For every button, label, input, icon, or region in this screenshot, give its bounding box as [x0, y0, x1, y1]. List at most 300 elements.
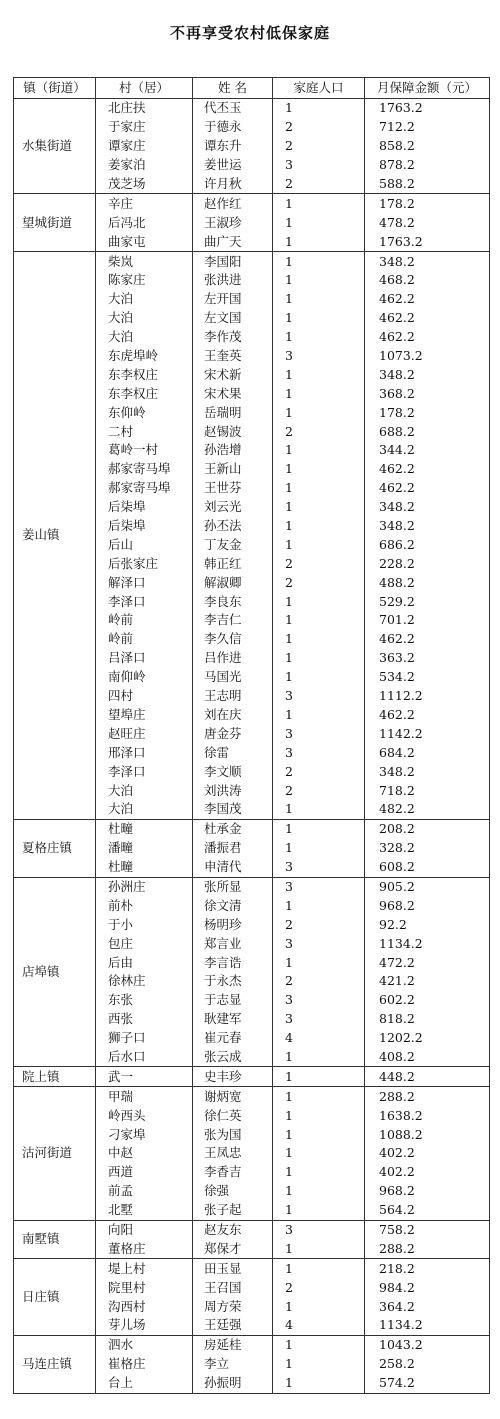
- family-size-cell: 1: [273, 592, 365, 611]
- village-cell: 曲家屯: [96, 232, 193, 251]
- amount-cell: 588.2: [365, 175, 490, 194]
- header-town: 镇（街道）: [14, 78, 96, 99]
- name-cell: 谭东升: [193, 137, 273, 156]
- amount-cell: 1073.2: [365, 347, 490, 366]
- name-cell: 于志显: [193, 991, 273, 1010]
- family-size-cell: 3: [273, 724, 365, 743]
- village-cell: 郝家寄马埠: [96, 479, 193, 498]
- amount-cell: 529.2: [365, 592, 490, 611]
- town-cell: 日庄镇: [14, 1259, 96, 1336]
- village-cell: 二村: [96, 422, 193, 441]
- family-size-cell: 1: [273, 1048, 365, 1067]
- family-size-cell: 2: [273, 175, 365, 194]
- village-cell: 西张: [96, 1010, 193, 1029]
- village-cell: 望埠庄: [96, 706, 193, 725]
- town-cell: 夏格庄镇: [14, 819, 96, 877]
- name-cell: 唐金芬: [193, 724, 273, 743]
- family-size-cell: 1: [273, 441, 365, 460]
- family-size-cell: 2: [273, 137, 365, 156]
- amount-cell: 472.2: [365, 953, 490, 972]
- village-cell: 潘疃: [96, 839, 193, 858]
- family-size-cell: 3: [273, 156, 365, 175]
- family-size-cell: 2: [273, 762, 365, 781]
- table-row: [14, 1259, 490, 1278]
- family-size-cell: 1: [273, 1335, 365, 1354]
- name-cell: 谢炳宽: [193, 1087, 273, 1106]
- amount-cell: 684.2: [365, 743, 490, 762]
- amount-cell: 878.2: [365, 156, 490, 175]
- family-size-cell: 3: [273, 1220, 365, 1239]
- village-cell: 茂芝场: [96, 175, 193, 194]
- amount-cell: 462.2: [365, 290, 490, 309]
- village-cell: 前朴: [96, 896, 193, 915]
- name-cell: 王凤忠: [193, 1144, 273, 1163]
- family-size-cell: 1: [273, 668, 365, 687]
- family-size-cell: 1: [273, 1201, 365, 1220]
- name-cell: 房延桂: [193, 1335, 273, 1354]
- name-cell: 吕作进: [193, 649, 273, 668]
- amount-cell: 363.2: [365, 649, 490, 668]
- town-cell: 院上镇: [14, 1067, 96, 1087]
- name-cell: 刘洪涛: [193, 781, 273, 800]
- amount-cell: 686.2: [365, 535, 490, 554]
- amount-cell: 1142.2: [365, 724, 490, 743]
- village-cell: 岭西头: [96, 1106, 193, 1125]
- name-cell: 赵作红: [193, 194, 273, 213]
- village-cell: 赵旺庄: [96, 724, 193, 743]
- name-cell: 李言诰: [193, 953, 273, 972]
- village-cell: 甲瑞: [96, 1087, 193, 1106]
- family-size-cell: 1: [273, 953, 365, 972]
- name-cell: 史丰珍: [193, 1067, 273, 1087]
- name-cell: 代丕玉: [193, 99, 273, 118]
- town-cell: 店埠镇: [14, 877, 96, 1067]
- family-size-cell: 1: [273, 365, 365, 384]
- amount-cell: 1638.2: [365, 1106, 490, 1125]
- village-cell: 武一: [96, 1067, 193, 1087]
- name-cell: 周方荣: [193, 1297, 273, 1316]
- name-cell: 王召国: [193, 1278, 273, 1297]
- name-cell: 田玉显: [193, 1259, 273, 1278]
- name-cell: 耿建军: [193, 1010, 273, 1029]
- name-cell: 许月秋: [193, 175, 273, 194]
- village-cell: 大泊: [96, 800, 193, 819]
- table-row: [14, 252, 490, 271]
- family-size-cell: 3: [273, 991, 365, 1010]
- amount-cell: 488.2: [365, 573, 490, 592]
- family-size-cell: 3: [273, 858, 365, 877]
- family-size-cell: 1: [273, 896, 365, 915]
- village-cell: 包庄: [96, 934, 193, 953]
- village-cell: 大泊: [96, 781, 193, 800]
- name-cell: 姜世运: [193, 156, 273, 175]
- family-size-cell: 1: [273, 819, 365, 838]
- family-size-cell: 1: [273, 498, 365, 517]
- family-size-cell: 2: [273, 118, 365, 137]
- amount-cell: 602.2: [365, 991, 490, 1010]
- table-row: [14, 1335, 490, 1354]
- village-cell: 向阳: [96, 1220, 193, 1239]
- name-cell: 韩正红: [193, 554, 273, 573]
- subsistence-table: [13, 77, 490, 1394]
- town-cell: 水集街道: [14, 99, 96, 194]
- name-cell: 李立: [193, 1355, 273, 1374]
- family-size-cell: 2: [273, 1278, 365, 1297]
- village-cell: 大泊: [96, 309, 193, 328]
- amount-cell: 462.2: [365, 479, 490, 498]
- family-size-cell: 1: [273, 1297, 365, 1316]
- name-cell: 左文国: [193, 309, 273, 328]
- family-size-cell: 1: [273, 384, 365, 403]
- village-cell: 沟西村: [96, 1297, 193, 1316]
- name-cell: 崔元春: [193, 1029, 273, 1048]
- family-size-cell: 1: [273, 517, 365, 536]
- amount-cell: 348.2: [365, 517, 490, 536]
- amount-cell: 462.2: [365, 309, 490, 328]
- amount-cell: 462.2: [365, 630, 490, 649]
- name-cell: 杨明珍: [193, 915, 273, 934]
- name-cell: 李作茂: [193, 328, 273, 347]
- name-cell: 孙浩增: [193, 441, 273, 460]
- village-cell: 中赵: [96, 1144, 193, 1163]
- amount-cell: 608.2: [365, 858, 490, 877]
- village-cell: 陈家庄: [96, 271, 193, 290]
- name-cell: 曲广天: [193, 232, 273, 251]
- village-cell: 孙洲庄: [96, 877, 193, 896]
- family-size-cell: 1: [273, 1106, 365, 1125]
- page-title: 不再享受农村低保家庭: [169, 24, 330, 42]
- amount-cell: 348.2: [365, 762, 490, 781]
- name-cell: 张所显: [193, 877, 273, 896]
- name-cell: 王志明: [193, 687, 273, 706]
- table-row: [14, 1220, 490, 1239]
- name-cell: 张云成: [193, 1048, 273, 1067]
- amount-cell: 1763.2: [365, 232, 490, 251]
- village-cell: 辛庄: [96, 194, 193, 213]
- name-cell: 郑保才: [193, 1239, 273, 1258]
- name-cell: 申清代: [193, 858, 273, 877]
- village-cell: 葛岭一村: [96, 441, 193, 460]
- name-cell: 宋术果: [193, 384, 273, 403]
- amount-cell: 92.2: [365, 915, 490, 934]
- family-size-cell: 4: [273, 1316, 365, 1335]
- name-cell: 李国阳: [193, 252, 273, 271]
- village-cell: 柴岚: [96, 252, 193, 271]
- family-size-cell: 2: [273, 554, 365, 573]
- name-cell: 张为国: [193, 1125, 273, 1144]
- village-cell: 东李权庄: [96, 384, 193, 403]
- name-cell: 张子起: [193, 1201, 273, 1220]
- village-cell: 李泽口: [96, 762, 193, 781]
- amount-cell: 1202.2: [365, 1029, 490, 1048]
- village-cell: 后柒埠: [96, 498, 193, 517]
- name-cell: 孙丕法: [193, 517, 273, 536]
- family-size-cell: 3: [273, 687, 365, 706]
- village-cell: 后水口: [96, 1048, 193, 1067]
- amount-cell: 478.2: [365, 213, 490, 232]
- family-size-cell: 3: [273, 347, 365, 366]
- family-size-cell: 1: [273, 1355, 365, 1374]
- village-cell: 吕泽口: [96, 649, 193, 668]
- name-cell: 李吉仁: [193, 611, 273, 630]
- village-cell: 徐林庄: [96, 972, 193, 991]
- village-cell: 北庄扶: [96, 99, 193, 118]
- amount-cell: 462.2: [365, 706, 490, 725]
- family-size-cell: 1: [273, 1239, 365, 1258]
- amount-cell: 364.2: [365, 1297, 490, 1316]
- village-cell: 崔格庄: [96, 1355, 193, 1374]
- village-cell: 芽儿场: [96, 1316, 193, 1335]
- village-cell: 后张家庄: [96, 554, 193, 573]
- family-size-cell: 2: [273, 781, 365, 800]
- name-cell: 宋术新: [193, 365, 273, 384]
- town-cell: 望城街道: [14, 194, 96, 252]
- amount-cell: 228.2: [365, 554, 490, 573]
- village-cell: 东张: [96, 991, 193, 1010]
- village-cell: 岭前: [96, 611, 193, 630]
- amount-cell: 482.2: [365, 800, 490, 819]
- amount-cell: 968.2: [365, 896, 490, 915]
- village-cell: 院里村: [96, 1278, 193, 1297]
- village-cell: 大泊: [96, 328, 193, 347]
- name-cell: 解淑卿: [193, 573, 273, 592]
- amount-cell: 258.2: [365, 1355, 490, 1374]
- name-cell: 于德永: [193, 118, 273, 137]
- family-size-cell: 1: [273, 479, 365, 498]
- village-cell: 北墅: [96, 1201, 193, 1220]
- header-monthly-amount: 月保障金额（元）: [365, 78, 490, 99]
- family-size-cell: 2: [273, 915, 365, 934]
- name-cell: 王奎英: [193, 347, 273, 366]
- amount-cell: 402.2: [365, 1163, 490, 1182]
- amount-cell: 344.2: [365, 441, 490, 460]
- family-size-cell: 2: [273, 972, 365, 991]
- amount-cell: 905.2: [365, 877, 490, 896]
- village-cell: 狮子口: [96, 1029, 193, 1048]
- name-cell: 李文顺: [193, 762, 273, 781]
- village-cell: 后山: [96, 535, 193, 554]
- name-cell: 徐仁英: [193, 1106, 273, 1125]
- amount-cell: 1134.2: [365, 934, 490, 953]
- amount-cell: 701.2: [365, 611, 490, 630]
- name-cell: 孙振明: [193, 1374, 273, 1393]
- family-size-cell: 1: [273, 309, 365, 328]
- name-cell: 马国光: [193, 668, 273, 687]
- name-cell: 刘在庆: [193, 706, 273, 725]
- name-cell: 徐强: [193, 1182, 273, 1201]
- family-size-cell: 1: [273, 839, 365, 858]
- family-size-cell: 1: [273, 1067, 365, 1087]
- family-size-cell: 1: [273, 232, 365, 251]
- village-cell: 南仰岭: [96, 668, 193, 687]
- amount-cell: 468.2: [365, 271, 490, 290]
- table-row: [14, 1067, 490, 1087]
- table-row: [14, 99, 490, 118]
- village-cell: 杜疃: [96, 858, 193, 877]
- amount-cell: 328.2: [365, 839, 490, 858]
- amount-cell: 1088.2: [365, 1125, 490, 1144]
- family-size-cell: 1: [273, 535, 365, 554]
- village-cell: 后冯北: [96, 213, 193, 232]
- name-cell: 赵锡波: [193, 422, 273, 441]
- family-size-cell: 1: [273, 1182, 365, 1201]
- amount-cell: 288.2: [365, 1087, 490, 1106]
- amount-cell: 288.2: [365, 1239, 490, 1258]
- village-cell: 于家庄: [96, 118, 193, 137]
- name-cell: 刘云光: [193, 498, 273, 517]
- family-size-cell: 1: [273, 1163, 365, 1182]
- amount-cell: 1134.2: [365, 1316, 490, 1335]
- amount-cell: 534.2: [365, 668, 490, 687]
- family-size-cell: 3: [273, 743, 365, 762]
- village-cell: 谭家庄: [96, 137, 193, 156]
- table-row: [14, 194, 490, 213]
- amount-cell: 564.2: [365, 1201, 490, 1220]
- amount-cell: 462.2: [365, 328, 490, 347]
- family-size-cell: 2: [273, 422, 365, 441]
- family-size-cell: 1: [273, 649, 365, 668]
- village-cell: 邢泽口: [96, 743, 193, 762]
- name-cell: 丁友金: [193, 535, 273, 554]
- town-cell: 沽河街道: [14, 1087, 96, 1220]
- family-size-cell: 1: [273, 194, 365, 213]
- town-cell: 姜山镇: [14, 252, 96, 820]
- village-cell: 岭前: [96, 630, 193, 649]
- name-cell: 王世芬: [193, 479, 273, 498]
- family-size-cell: 1: [273, 213, 365, 232]
- name-cell: 于永杰: [193, 972, 273, 991]
- amount-cell: 574.2: [365, 1374, 490, 1393]
- name-cell: 岳瑞明: [193, 403, 273, 422]
- amount-cell: 348.2: [365, 252, 490, 271]
- table-row: [14, 1087, 490, 1106]
- name-cell: 王廷强: [193, 1316, 273, 1335]
- village-cell: 刁家埠: [96, 1125, 193, 1144]
- amount-cell: 758.2: [365, 1220, 490, 1239]
- amount-cell: 208.2: [365, 819, 490, 838]
- village-cell: 泗水: [96, 1335, 193, 1354]
- header-family-size: 家庭人口: [273, 78, 365, 99]
- amount-cell: 462.2: [365, 460, 490, 479]
- village-cell: 东虎埠岭: [96, 347, 193, 366]
- amount-cell: 448.2: [365, 1067, 490, 1087]
- table-header-row: [14, 78, 490, 99]
- family-size-cell: 1: [273, 800, 365, 819]
- name-cell: 李良东: [193, 592, 273, 611]
- village-cell: 东李权庄: [96, 365, 193, 384]
- name-cell: 张洪进: [193, 271, 273, 290]
- amount-cell: 368.2: [365, 384, 490, 403]
- amount-cell: 818.2: [365, 1010, 490, 1029]
- family-size-cell: 1: [273, 611, 365, 630]
- village-cell: 后由: [96, 953, 193, 972]
- family-size-cell: 3: [273, 877, 365, 896]
- amount-cell: 421.2: [365, 972, 490, 991]
- village-cell: 于小: [96, 915, 193, 934]
- village-cell: 东仰岭: [96, 403, 193, 422]
- amount-cell: 1112.2: [365, 687, 490, 706]
- town-cell: 马连庄镇: [14, 1335, 96, 1393]
- name-cell: 李香吉: [193, 1163, 273, 1182]
- family-size-cell: 1: [273, 1144, 365, 1163]
- name-cell: 左开国: [193, 290, 273, 309]
- amount-cell: 178.2: [365, 403, 490, 422]
- table-body: [14, 99, 490, 1394]
- village-cell: 解泽口: [96, 573, 193, 592]
- name-cell: 王淑珍: [193, 213, 273, 232]
- family-size-cell: 1: [273, 252, 365, 271]
- amount-cell: 858.2: [365, 137, 490, 156]
- name-cell: 李久信: [193, 630, 273, 649]
- amount-cell: 218.2: [365, 1259, 490, 1278]
- name-cell: 杜承金: [193, 819, 273, 838]
- village-cell: 后柒埠: [96, 517, 193, 536]
- name-cell: 潘振君: [193, 839, 273, 858]
- village-cell: 堤上村: [96, 1259, 193, 1278]
- family-size-cell: 1: [273, 1259, 365, 1278]
- amount-cell: 1763.2: [365, 99, 490, 118]
- name-cell: 赵友东: [193, 1220, 273, 1239]
- name-cell: 王新山: [193, 460, 273, 479]
- name-cell: 徐文清: [193, 896, 273, 915]
- name-cell: 徐雷: [193, 743, 273, 762]
- family-size-cell: 2: [273, 573, 365, 592]
- family-size-cell: 3: [273, 1010, 365, 1029]
- family-size-cell: 1: [273, 328, 365, 347]
- amount-cell: 348.2: [365, 365, 490, 384]
- amount-cell: 718.2: [365, 781, 490, 800]
- village-cell: 郝家寄马埠: [96, 460, 193, 479]
- name-cell: 郑言业: [193, 934, 273, 953]
- header-village: 村（居）: [96, 78, 193, 99]
- village-cell: 前孟: [96, 1182, 193, 1201]
- amount-cell: 968.2: [365, 1182, 490, 1201]
- family-size-cell: 1: [273, 403, 365, 422]
- village-cell: 李泽口: [96, 592, 193, 611]
- family-size-cell: 1: [273, 1087, 365, 1106]
- table-row: [14, 877, 490, 896]
- family-size-cell: 1: [273, 290, 365, 309]
- village-cell: 台上: [96, 1374, 193, 1393]
- family-size-cell: 1: [273, 99, 365, 118]
- table-row: [14, 819, 490, 838]
- family-size-cell: 4: [273, 1029, 365, 1048]
- amount-cell: 688.2: [365, 422, 490, 441]
- family-size-cell: 1: [273, 1374, 365, 1393]
- family-size-cell: 1: [273, 630, 365, 649]
- amount-cell: 408.2: [365, 1048, 490, 1067]
- amount-cell: 348.2: [365, 498, 490, 517]
- header-name: 姓 名: [193, 78, 273, 99]
- village-cell: 董格庄: [96, 1239, 193, 1258]
- amount-cell: 1043.2: [365, 1335, 490, 1354]
- family-size-cell: 1: [273, 1125, 365, 1144]
- family-size-cell: 1: [273, 706, 365, 725]
- village-cell: 大泊: [96, 290, 193, 309]
- family-size-cell: 1: [273, 460, 365, 479]
- amount-cell: 712.2: [365, 118, 490, 137]
- village-cell: 姜家泊: [96, 156, 193, 175]
- amount-cell: 178.2: [365, 194, 490, 213]
- family-size-cell: 3: [273, 934, 365, 953]
- village-cell: 四村: [96, 687, 193, 706]
- village-cell: 杜疃: [96, 819, 193, 838]
- village-cell: 西道: [96, 1163, 193, 1182]
- amount-cell: 984.2: [365, 1278, 490, 1297]
- amount-cell: 402.2: [365, 1144, 490, 1163]
- town-cell: 南墅镇: [14, 1220, 96, 1259]
- family-size-cell: 1: [273, 271, 365, 290]
